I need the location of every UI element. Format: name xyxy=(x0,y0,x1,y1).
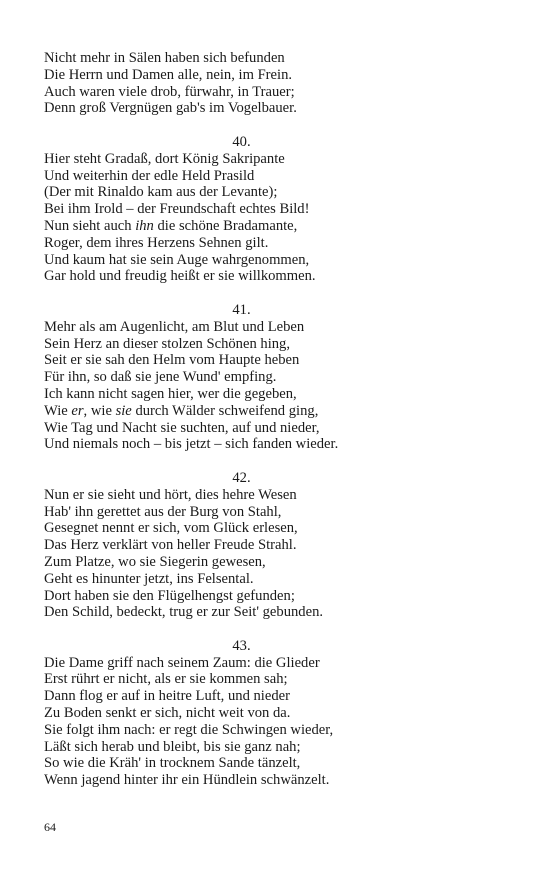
stanza-number: 43. xyxy=(232,637,251,654)
verse-text: Wenn jagend hinter ihr ein Hündlein schwänzelt. xyxy=(44,772,330,789)
verse-line xyxy=(44,772,464,789)
verse-line xyxy=(44,184,464,201)
verse-text: Und kaum hat sie sein Auge wahrgenommen, xyxy=(44,251,310,268)
verse-line xyxy=(44,386,464,403)
verse-line xyxy=(44,487,464,504)
verse-line xyxy=(44,655,464,672)
verse-line xyxy=(44,705,464,722)
verse-text: Hab' ihn gerettet aus der Burg von Stahl, xyxy=(44,503,282,520)
emphasis-text: er xyxy=(71,402,84,419)
verse-text: Wie Tag und Nacht sie suchten, auf und nieder, xyxy=(44,419,320,436)
verse-line xyxy=(44,151,464,168)
verse-text: Hier steht Gradaß, dort König Sakripante xyxy=(44,150,285,167)
verse-text: Für ihn, so daß sie jene Wund' empfing. xyxy=(44,369,277,386)
verse-line xyxy=(44,671,464,688)
stanza xyxy=(44,302,464,453)
verse-line xyxy=(44,755,464,772)
stanza xyxy=(44,134,464,285)
stanza xyxy=(44,470,464,621)
verse-text: Sein Herz an dieser stolzen Schönen hing, xyxy=(44,335,290,352)
verse-line xyxy=(44,369,464,386)
verse-line xyxy=(44,739,464,756)
verse-text: Denn groß Vergnügen gab's im Vogelbauer. xyxy=(44,100,297,117)
verse-text: , wie xyxy=(83,402,116,419)
verse-text: (Der mit Rinaldo kam aus der Levante); xyxy=(44,184,278,201)
emphasis-text: ihn xyxy=(135,217,154,234)
verse-text: Roger, dem ihres Herzens Sehnen gilt. xyxy=(44,234,269,251)
verse-text: Dann flog er auf in heitre Luft, und nieder xyxy=(44,688,290,705)
verse-text: Seit er sie sah den Helm vom Haupte heben xyxy=(44,352,300,369)
verse-line xyxy=(44,688,464,705)
verse-line xyxy=(44,67,464,84)
verse-line xyxy=(44,604,464,621)
verse-text: Nicht mehr in Sälen haben sich befunden xyxy=(44,50,285,66)
verse-text: die schöne Bradamante, xyxy=(153,217,298,234)
verse-text: Läßt sich herab und bleibt, bis sie ganz nah; xyxy=(44,738,301,755)
verse-text: Und niemals noch – bis jetzt – sich fanden wieder. xyxy=(44,436,339,453)
stanza xyxy=(44,638,464,789)
verse-text: Nun sieht auch xyxy=(44,217,136,234)
verse-line xyxy=(44,571,464,588)
verse-text: Mehr als am Augenlicht, am Blut und Leben xyxy=(44,318,305,335)
verse-text: Nun er sie sieht und hört, dies hehre Wesen xyxy=(44,486,297,503)
verse-line xyxy=(44,588,464,605)
verse-line xyxy=(44,168,464,185)
verse-text: Das Herz verklärt von heller Freude Strahl. xyxy=(44,537,297,554)
emphasis-text: sie xyxy=(115,402,132,419)
verse-line xyxy=(44,100,464,117)
poem-text xyxy=(44,50,464,806)
verse-text: Erst rührt er nicht, als er sie kommen sah; xyxy=(44,671,288,688)
verse-line xyxy=(44,252,464,269)
stanza-number: 40. xyxy=(232,133,251,150)
verse-line xyxy=(44,403,464,420)
verse-text: Die Herrn und Damen alle, nein, im Frein. xyxy=(44,66,293,83)
verse-line xyxy=(44,504,464,521)
verse-text: Auch waren viele drob, fürwahr, in Trauer; xyxy=(44,83,295,100)
stanza xyxy=(44,50,464,117)
verse-text: Die Dame griff nach seinem Zaum: die Glieder xyxy=(44,654,320,671)
verse-text: Den Schild, bedeckt, trug er zur Seit' gebunden. xyxy=(44,604,324,621)
verse-text: Zu Boden senkt er sich, nicht weit von da. xyxy=(44,705,291,722)
verse-text: Dort haben sie den Flügelhengst gefunden; xyxy=(44,587,295,604)
verse-line xyxy=(44,218,464,235)
verse-text: durch Wälder schweifend ging, xyxy=(131,402,319,419)
verse-line xyxy=(44,436,464,453)
verse-text: Und weiterhin der edle Held Prasild xyxy=(44,167,255,184)
verse-text: Zum Platze, wo sie Siegerin gewesen, xyxy=(44,553,266,570)
page-number: 64 xyxy=(44,820,56,834)
verse-text: Geht es hinunter jetzt, ins Felsental. xyxy=(44,570,254,587)
verse-text: Wie xyxy=(44,402,72,419)
verse-line xyxy=(44,722,464,739)
verse-line xyxy=(44,84,464,101)
verse-text: Ich kann nicht sagen hier, wer die gegeben, xyxy=(44,385,297,402)
stanza-number: 42. xyxy=(232,469,251,486)
verse-line xyxy=(44,201,464,218)
verse-text: Gesegnet nennt er sich, vom Glück erlesen, xyxy=(44,520,298,537)
verse-line xyxy=(44,268,464,285)
verse-line xyxy=(44,50,464,67)
verse-text: Bei ihm Irold – der Freundschaft echtes Bild! xyxy=(44,201,310,218)
verse-line xyxy=(44,537,464,554)
verse-line xyxy=(44,420,464,437)
verse-text: Sie folgt ihm nach: er regt die Schwingen wieder, xyxy=(44,721,334,738)
verse-line xyxy=(44,319,464,336)
verse-line xyxy=(44,336,464,353)
verse-line xyxy=(44,520,464,537)
verse-text: So wie die Kräh' in trocknem Sande tänzelt, xyxy=(44,755,301,772)
verse-line xyxy=(44,352,464,369)
verse-line xyxy=(44,554,464,571)
verse-text: Gar hold und freudig heißt er sie willkommen. xyxy=(44,268,316,285)
stanza-number: 41. xyxy=(232,301,251,318)
verse-line xyxy=(44,235,464,252)
